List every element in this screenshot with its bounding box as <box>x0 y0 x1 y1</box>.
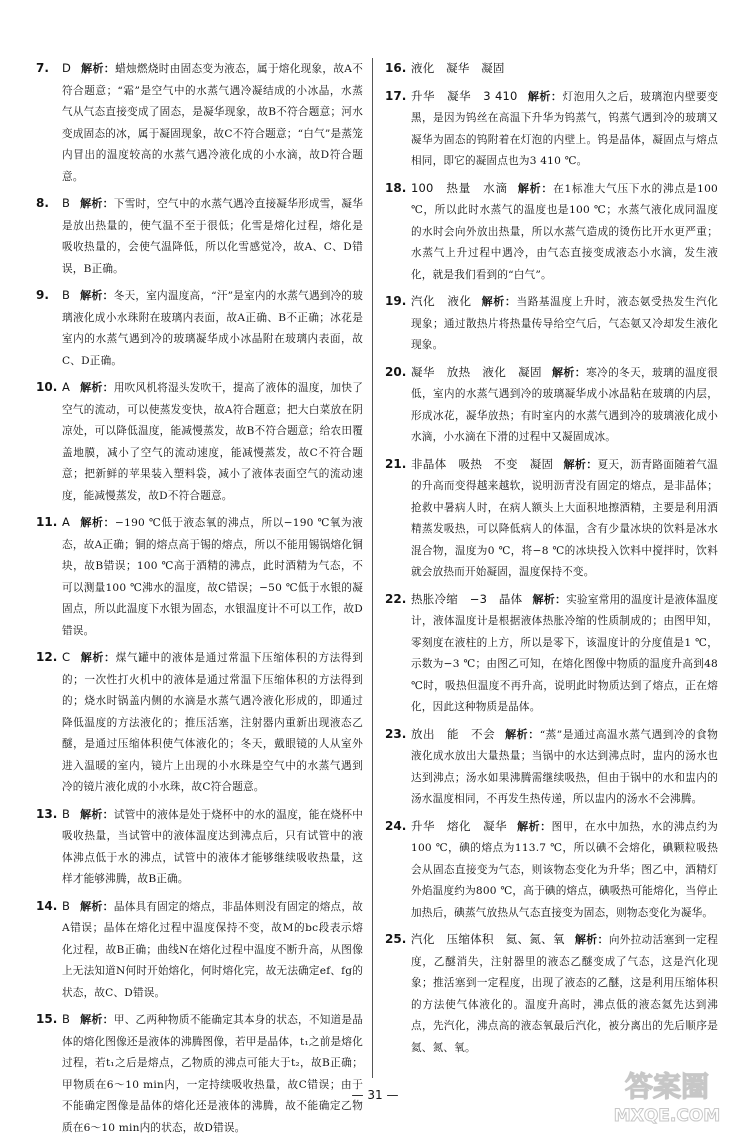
column-divider <box>372 58 373 1078</box>
question-number: 12. <box>36 650 58 664</box>
answer-key: D <box>62 61 72 75</box>
answer-item <box>385 362 718 449</box>
answer-item <box>385 816 718 925</box>
answer-item <box>36 512 363 642</box>
explanation-text: 寒冷的冬天，玻璃的温度很低，室内的水蒸气遇到冷的玻璃凝华成小冰晶粘在玻璃的内层，形成冰花，凝华放热；有时室内的水蒸气遇到冷的玻璃液化成小水滴，小水滴在下滑的过程中又凝固成冰。 <box>411 366 718 443</box>
right-column <box>385 58 718 1064</box>
answer-body <box>411 816 718 925</box>
explanation-text: “蒸”是通过高温水蒸气遇到冷的食物液化成水放出大量热量；当锅中的水达到沸点时，盅内的汤水也达到沸点；汤水如果沸腾需继续吸热，但由于锅中的水和盅内的汤水温度相同，不再发生热传递，所以盅内的汤水不会沸腾。 <box>411 728 718 805</box>
answer-item <box>36 647 363 799</box>
answer-body <box>62 804 363 891</box>
question-number: 7. <box>36 61 49 75</box>
answer-body <box>62 377 363 507</box>
watermark-url: MXQE.COM <box>613 1106 721 1126</box>
question-number: 9. <box>36 288 49 302</box>
question-number: 21. <box>385 456 407 471</box>
explanation-label: 解析： <box>505 727 540 741</box>
explanation-text: 甲、乙两种物质不能确定其本身的状态，不知道是晶体的熔化图像还是液体的沸腾图像，若甲是晶体，t₁之前是熔化过程，若t₁之后是熔点，乙物质的沸点可能大于t₂，故B正确；甲物质在6～10 min内，一定持续吸收热量，故C错误；由于不能确定图像是晶体的熔化还是液体的沸腾，故不能确定乙物质在6～10 min内的状态，故D错误。 <box>62 1014 363 1134</box>
answer-key: 汽化 液化 <box>411 294 472 308</box>
answer-body <box>411 291 718 357</box>
question-number: 15. <box>36 1012 58 1026</box>
answer-body <box>411 86 718 173</box>
answer-key: 液化 凝华 凝固 <box>411 61 505 75</box>
answer-item <box>385 58 718 81</box>
explanation-text: 蜡烛燃烧时由固态变为液态，属于熔化现象，故A不符合题意；“霜”是空气中的水蒸气遇冷凝结成的小冰晶，水蒸气从气态直接变成了固态，是凝华现象，故B不符合题意；河水变成固态的冰，属于凝固现象，故C不符合题意；“白气”是蒸笼内冒出的温度较高的水蒸气遇冷液化成的小水滴，故D符合题意。 <box>62 63 364 183</box>
answer-key: 热胀冷缩 −3 晶体 <box>411 591 523 606</box>
answer-key: 汽化 压缩体积 氦、氮、氧 <box>411 932 565 946</box>
explanation-label: 解析： <box>80 899 114 913</box>
answer-item <box>36 896 363 1005</box>
answer-key: A <box>62 380 71 394</box>
explanation-label: 解析： <box>517 819 552 833</box>
explanation-text: 冬天，室内温度高，“汗”是室内的水蒸气遇到冷的玻璃液化成小水珠附在玻璃内表面，故A正确、B不正确；冰花是室内的水蒸气遇到冷的玻璃凝华成小冰晶附在玻璃内表面，故C、D正确。 <box>62 290 363 367</box>
question-number: 20. <box>385 364 407 379</box>
explanation-text: −190 ℃低于液态氧的沸点，所以−190 ℃氧为液态，故A正确；铜的熔点高于锡的熔点，所以不能用锡锅熔化铜块，故B错误；100 ℃高于酒精的沸点，此时酒精为气态，不可以测量100 ℃沸水的温度，故C错误；−50 ℃低于水银的凝固点，所以此温度下水银为固态，水银温度计不可以工作，故D错误。 <box>62 517 363 637</box>
answer-body <box>411 724 718 811</box>
question-number: 23. <box>385 726 407 741</box>
watermark-logo <box>592 1066 742 1128</box>
answer-body <box>62 647 363 799</box>
answer-body <box>62 58 363 188</box>
explanation-text: 在1标准大气压下水的沸点是100 ℃，所以此时水蒸气的温度也是100 ℃；水蒸气液化成同温度的水时会向外放出热量，所以水蒸气造成的烫伤比开水更严重；水蒸气上升过程中遇冷，由气态直接变成液态小水滴，发生液化，就是我们看到的“白气”。 <box>411 182 718 281</box>
explanation-label: 解析： <box>80 807 114 821</box>
explanation-label: 解析： <box>80 289 114 302</box>
question-number: 18. <box>385 180 407 195</box>
answer-key: 升华 凝华 3 410 <box>411 88 518 103</box>
question-number: 8. <box>36 196 49 210</box>
explanation-text: 用吹风机将湿头发吹干，提高了液体的温度，加快了空气的流动，可以使蒸发变快，故A符合题意；把大白菜放在阴凉处，可以降低温度，能减慢蒸发，故B不符合题意；给农田覆盖地膜，减小了空气的流动速度，能减慢蒸发，故C不符合题意；把新鲜的苹果装入塑料袋，减小了液体表面空气的流动速度，能减慢蒸发，故D不符合题意。 <box>62 382 363 502</box>
answer-item <box>385 454 718 584</box>
answer-body <box>411 58 718 81</box>
explanation-label: 解析： <box>80 651 116 664</box>
answer-key: C <box>62 650 71 664</box>
answer-item <box>36 804 363 891</box>
question-number: 24. <box>385 818 407 833</box>
explanation-label: 解析： <box>481 295 517 308</box>
answer-body <box>411 454 718 584</box>
explanation-label: 解析： <box>81 62 116 75</box>
explanation-text: 灯泡用久之后，玻璃泡内壁要变黑，是因为钨丝在高温下升华为钨蒸气，钨蒸气遇到冷的玻璃又凝华为固态的钨附着在灯泡的内壁上。钨是晶体，凝固点与熔点相同，即它的凝固点也为3 410 ℃。 <box>411 90 718 167</box>
question-number: 16. <box>385 61 407 75</box>
explanation-label: 解析： <box>80 1013 114 1026</box>
explanation-label: 解析： <box>551 365 587 379</box>
answer-body <box>62 896 363 1005</box>
explanation-text: 下雪时，空气中的水蒸气遇冷直接凝华形成雪，凝华是放出热量的，使气温不至于很低；化雪是熔化过程，熔化是吸收热量的，会使气温降低，所以化雪感觉冷，故A、C、D错误，B正确。 <box>62 198 363 275</box>
question-number: 10. <box>36 380 58 394</box>
answer-body <box>411 362 718 449</box>
answer-item <box>385 291 718 357</box>
answer-body <box>411 589 718 719</box>
explanation-label: 解析： <box>532 592 567 606</box>
left-column <box>36 58 363 1144</box>
answer-key: B <box>62 898 71 913</box>
explanation-label: 解析： <box>517 181 554 195</box>
answer-body <box>62 512 363 642</box>
explanation-text: 夏天，沥青路面随着气温的升高而变得越来越软，说明沥青没有固定的熔点，是非晶体；抢救中暑病人时，在病人额头上大面积地擦酒精，主要是利用酒精蒸发吸热，可以降低病人的体温，含有少量冰块的饮料是冰水混合物，温度为0 ℃，将−8 ℃的冰块投入饮料中搅拌时，饮料就会放热而开始凝固，温度保持不变。 <box>411 458 719 578</box>
answer-item <box>36 58 363 188</box>
explanation-text: 晶体具有固定的熔点，非晶体则没有固定的熔点，故A错误；晶体在熔化过程中温度保持不变，故M的bc段表示熔化过程，故B正确；曲线N在熔化过程中温度不断升高，从图像上无法知道N何时开始熔化，何时熔化完，故无法确定ef、fg的状态，故C、D错误。 <box>62 900 364 999</box>
explanation-text: 图甲，在水中加热，水的沸点约为100 ℃，碘的熔点为113.7 ℃，所以碘不会熔化，碘颗粒吸热会从固态直接变为气态，则该物态变化为升华；图乙中，酒精灯外焰温度约为800 ℃，高于碘的熔点，碘吸热可能熔化，当停止加热后，碘蒸气放热从气态直接变为固态，则物态变化为凝华。 <box>411 820 718 919</box>
explanation-text: 试管中的液体是处于烧杯中的水的温度，能在烧杯中吸收热量，当试管中的液体温度达到沸点后，只有试管中的液体沸点低于水的沸点，试管中的液体才能够继续吸收热量，这样才能够沸腾，故B正确。 <box>62 808 363 885</box>
explanation-text: 煤气罐中的液体是通过常温下压缩体积的方法得到的；一次性打火机中的液体是通过常温下压缩体积的方法得到的；烧水时锅盖内侧的水滴是水蒸气遇冷液化形成的，即通过降低温度的方法液化的；推压活塞，注射器内重新出现液态乙醚，是通过压缩体积使气体液化的；冬天，戴眼镜的人从室外进入温暖的室内，镜片上出现的小水珠是空气中的水蒸气遇到冷的镜片液化成的小水珠，故C符合题意。 <box>62 652 363 793</box>
answer-key: A <box>62 515 71 529</box>
explanation-label: 解析： <box>80 381 114 394</box>
answer-item <box>385 589 718 719</box>
answer-key: 非晶体 吸热 不变 凝固 <box>411 456 554 471</box>
answer-item <box>385 724 718 811</box>
answer-key: 升华 熔化 凝华 <box>411 818 508 833</box>
explanation-label: 解析： <box>527 89 563 103</box>
answer-item <box>36 377 363 507</box>
explanation-label: 解析： <box>574 933 609 946</box>
answer-key: B <box>62 1012 71 1026</box>
explanation-text: 当路基温度上升时，液态氨受热发生汽化现象；通过散热片将热量传导给空气后，气态氨又冷却发生液化现象。 <box>411 296 718 351</box>
question-number: 11. <box>36 515 58 529</box>
question-number: 25. <box>385 932 407 946</box>
page-number: — 31 — <box>351 1088 399 1102</box>
answer-key: B <box>62 196 71 210</box>
answer-body <box>411 929 718 1059</box>
question-number: 13. <box>36 806 58 821</box>
explanation-label: 解析： <box>80 516 116 529</box>
question-number: 22. <box>385 591 407 606</box>
answer-body <box>411 178 718 287</box>
answer-item <box>385 86 718 173</box>
answer-key: B <box>62 806 71 821</box>
explanation-label: 解析： <box>80 197 114 210</box>
explanation-label: 解析： <box>563 457 598 471</box>
answer-body <box>62 285 363 372</box>
answer-body <box>62 1009 363 1139</box>
answer-body <box>62 193 363 280</box>
answer-item <box>36 193 363 280</box>
explanation-text: 向外拉动活塞到一定程度，乙醚消失，注射器里的液态乙醚变成了气态，这是汽化现象；推活塞到一定程度，出现了液态的乙醚，这是利用压缩体积的方法使气体液化的。温度升高时，沸点低的液态氦先达到沸点，先汽化，沸点高的液态氧最后汽化，被分离出的先后顺序是氦、氮、氧。 <box>411 934 718 1054</box>
answer-item <box>385 178 718 287</box>
question-number: 14. <box>36 898 58 913</box>
answer-item <box>385 929 718 1059</box>
answer-key: B <box>62 288 71 302</box>
explanation-text: 实验室常用的温度计是液体温度计，液体温度计是根据液体热胀冷缩的性质制成的；由图甲知，零刻度在液柱的上方，所以是零下，该温度计的分度值是1 ℃，示数为−3 ℃；由图乙可知，在熔化图像中物质的温度升高到48 ℃时，吸热但温度不再升高，说明此时物质达到了熔点，正在熔化，因此这种物质是晶体。 <box>411 593 718 713</box>
answer-key: 放出 能 不会 <box>411 726 496 741</box>
answer-item <box>36 1009 363 1139</box>
question-number: 17. <box>385 88 407 103</box>
watermark-title: 答案圈 <box>624 1070 710 1103</box>
answer-key: 凝华 放热 液化 凝固 <box>411 364 542 379</box>
question-number: 19. <box>385 294 407 308</box>
answer-key: 100 热量 水滴 <box>411 180 508 195</box>
answer-item <box>36 285 363 372</box>
